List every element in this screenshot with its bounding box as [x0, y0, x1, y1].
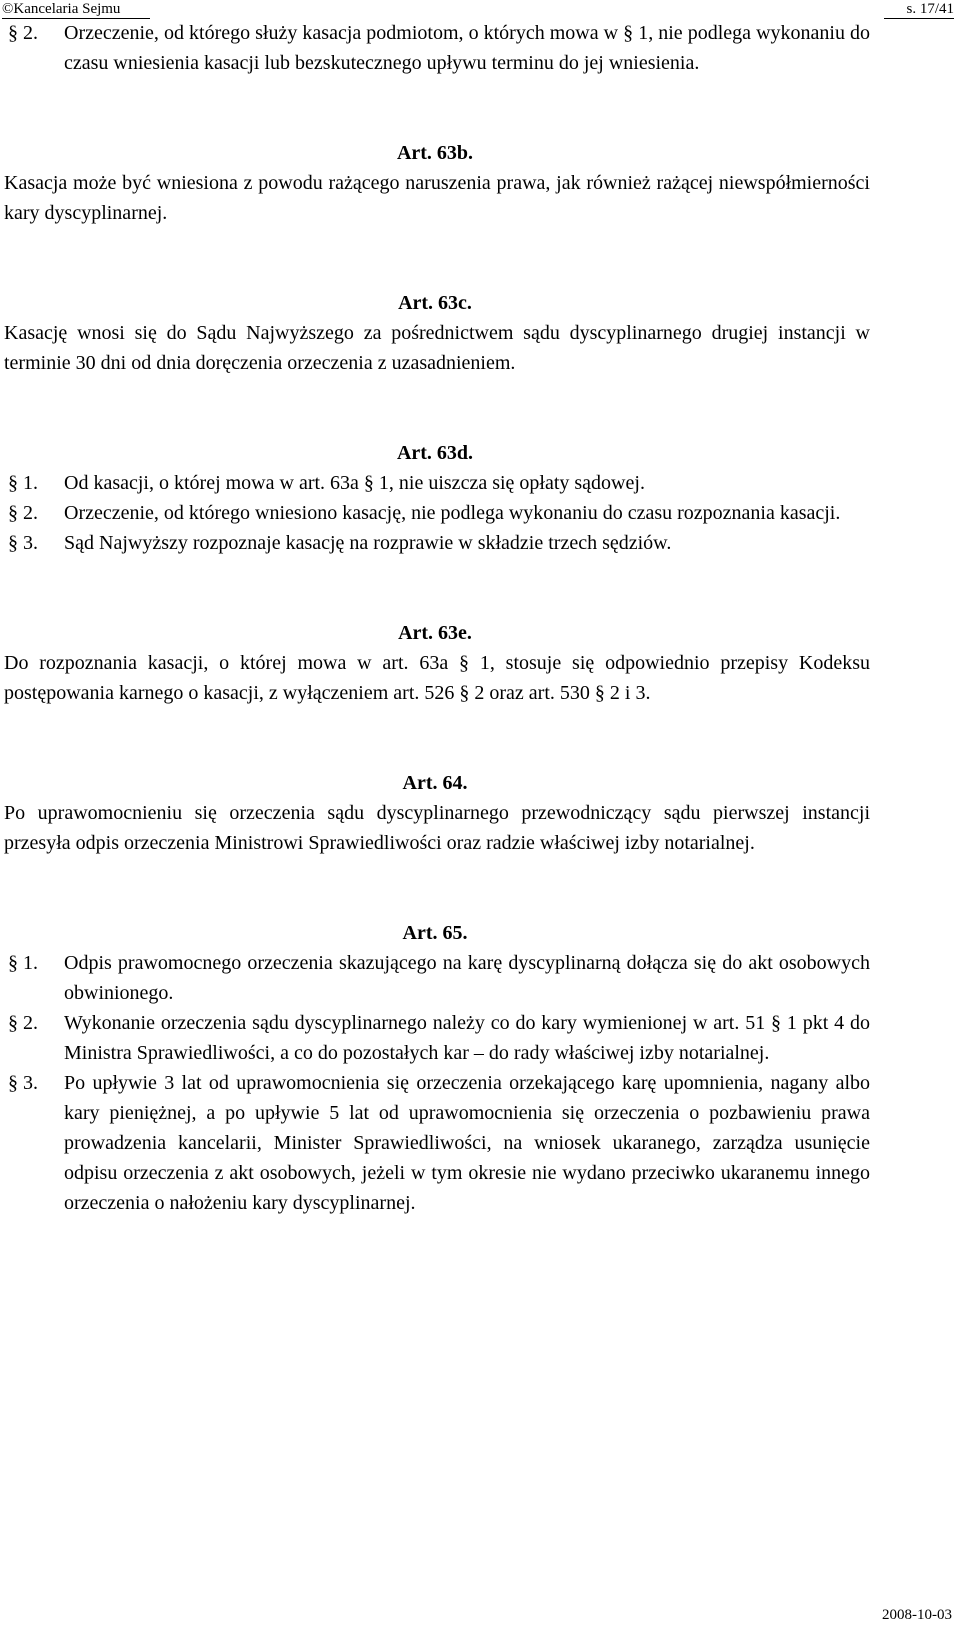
paragraph-text: Odpis prawomocnego orzeczenia skazującego na karę dyscyplinarną dołącza się do akt osobowych obwinionego. [64, 952, 870, 1004]
page-header [0, 0, 960, 18]
article-text: Kasację wnosi się do Sądu Najwyższego za pośrednictwem sądu dyscyplinarnego drugiej instancji w terminie 30 dni od dnia doręczenia orzeczenia z uzasadnieniem. [4, 322, 870, 374]
page-footer-date: 2008-10-03 [882, 1607, 952, 1623]
article-title: Art. 63b. [396, 142, 474, 164]
paragraph-2 [0, 498, 870, 528]
paragraph-text: Wykonanie orzeczenia sądu dyscyplinarnego należy co do kary wymienionej w art. 51 § 1 pkt 4 do Ministra Sprawiedliwości, a co do pozostałych kar – do rady właściwej izby notarialnej. [64, 1012, 870, 1064]
header-page-number: s. 17/41 [884, 0, 954, 19]
article-title: Art. 65. [402, 922, 468, 944]
paragraph-number: § 3. [8, 532, 38, 554]
paragraph-2 [0, 1008, 870, 1068]
header-publisher: ©Kancelaria Sejmu [2, 0, 150, 19]
paragraph-text: Orzeczenie, od którego wniesiono kasację, nie podlega wykonaniu do czasu rozpoznania kasacji. [64, 502, 841, 524]
paragraph-number: § 2. [8, 502, 38, 524]
article-title: Art. 63d. [396, 442, 474, 464]
article-text: Do rozpoznania kasacji, o której mowa w art. 63a § 1, stosuje się odpowiednio przepisy Kodeksu postępowania karnego o kasacji, z wyłączeniem art. 526 § 2 oraz art. 530 § 2 i 3. [4, 652, 870, 704]
paragraph-text: Od kasacji, o której mowa w art. 63a § 1, nie uiszcza się opłaty sądowej. [64, 472, 645, 494]
paragraph-number: § 2. [8, 1012, 38, 1034]
paragraph-number: § 1. [8, 472, 38, 494]
paragraph-2-top [0, 18, 870, 78]
article-63d [0, 438, 960, 558]
article-65 [0, 918, 960, 1218]
paragraph-text: Sąd Najwyższy rozpoznaje kasację na rozprawie w składzie trzech sędziów. [64, 532, 672, 554]
article-63e [0, 618, 960, 708]
paragraph-3 [0, 1068, 870, 1218]
article-63b [0, 138, 960, 228]
paragraph-number: § 1. [8, 952, 38, 974]
paragraph-number: § 2. [8, 22, 38, 44]
article-title: Art. 63e. [398, 622, 472, 644]
paragraph-text: Po upływie 3 lat od uprawomocnienia się orzeczenia orzekającego karę upomnienia, nagany albo kary pieniężnej, a po upływie 5 lat od uprawomocnienia się orzeczenia o pozbawieniu prawa prowadzenia kancelarii, Minister Sprawiedliwości, na wniosek ukaranego, zarządza usunięcie odpisu orzeczenia z akt osobowych, jeżeli w tym okresie nie wydano przeciwko ukaranemu innego orzeczenia o nałożeniu kary dyscyplinarnej. [64, 1072, 870, 1214]
article-63c [0, 288, 960, 378]
paragraph-1 [0, 948, 870, 1008]
article-text: Kasacja może być wniesiona z powodu rażącego naruszenia prawa, jak również rażącej niewspółmierności kary dyscyplinarnej. [4, 172, 870, 224]
article-64 [0, 768, 960, 858]
document-body [0, 18, 960, 1218]
article-text: Po uprawomocnieniu się orzeczenia sądu dyscyplinarnego przewodniczący sądu pierwszej instancji przesyła odpis orzeczenia Ministrowi Sprawiedliwości oraz radzie właściwej izby notarialnej. [4, 802, 870, 854]
paragraph-3 [0, 528, 870, 558]
paragraph-text: Orzeczenie, od którego służy kasacja podmiotom, o których mowa w § 1, nie podlega wykonaniu do czasu wniesienia kasacji lub bezskutecznego upływu terminu do jej wniesienia. [64, 22, 870, 74]
paragraph-number: § 3. [8, 1072, 38, 1094]
paragraph-1 [0, 468, 870, 498]
article-title: Art. 63c. [398, 292, 472, 314]
article-title: Art. 64. [402, 772, 468, 794]
